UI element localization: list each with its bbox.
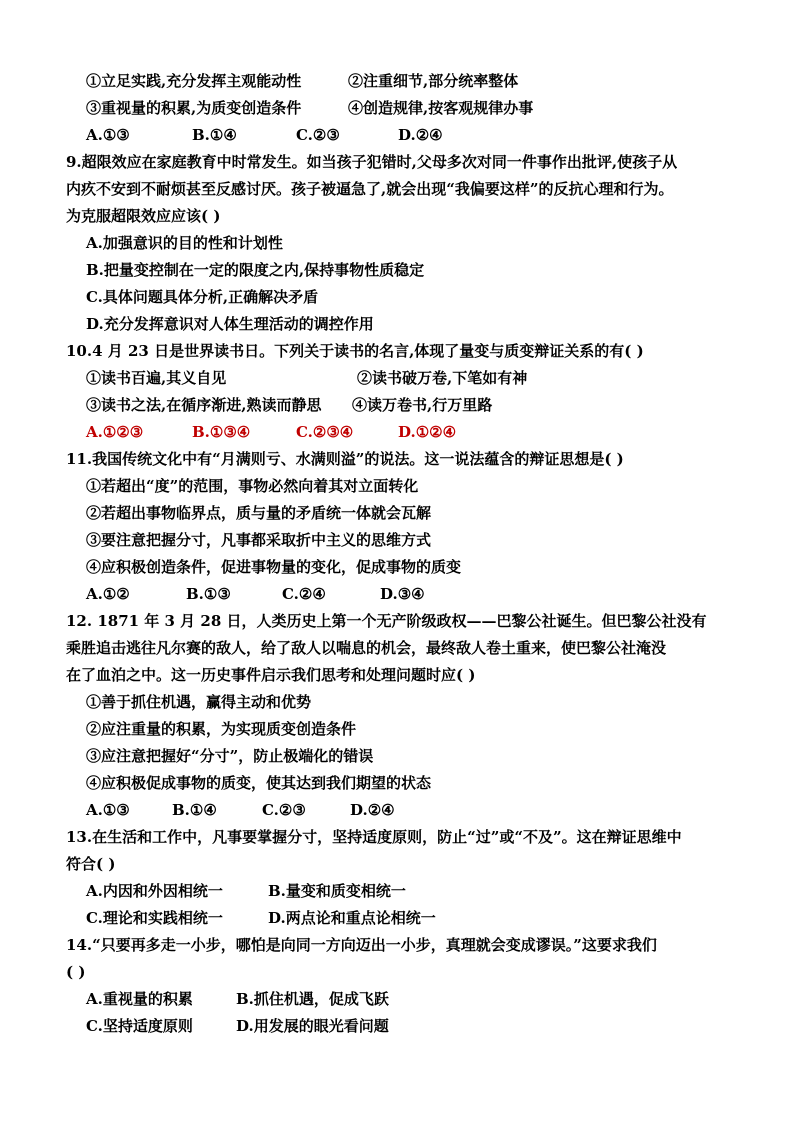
q9-option-c: C.具体问题具体分析,正确解决矛盾 (86, 288, 319, 306)
q10-statement-3: ③读书之法,在循序渐进,熟读而静思 (86, 396, 322, 414)
q9-stem-line-3: 为克服超限效应应该( ) (66, 207, 221, 225)
q11-stem: 11.我国传统文化中有“月满则亏、水满则溢”的说法。这一说法蕴含的辩证思想是( ) (66, 450, 624, 468)
q14-option-d: D.用发展的眼光看问题 (236, 1017, 389, 1035)
q11-statement-3: ③要注意把握分寸，凡事都采取折中主义的思维方式 (86, 531, 432, 549)
q10-statement-4: ④读万卷书,行万里路 (352, 396, 493, 414)
q13-option-c: C.理论和实践相统一 (86, 909, 223, 927)
q8-option-b: B.①④ (192, 126, 237, 144)
q13-option-a: A.内因和外因相统一 (86, 882, 223, 900)
q9-option-d: D.充分发挥意识对人体生理活动的调控作用 (86, 315, 374, 333)
q12-stem-line-1: 12. 1871 年 3 月 28 日，人类历史上第一个无产阶级政权——巴黎公社诞生。但巴黎公社没有 (66, 612, 707, 630)
q12-statement-1: ①善于抓住机遇，赢得主动和优势 (86, 693, 312, 711)
q12-statement-2: ②应注重量的积累，为实现质变创造条件 (86, 720, 357, 738)
q10-statement-2: ②读书破万卷,下笔如有神 (357, 369, 528, 387)
q13-stem-line-2: 符合( ) (66, 855, 116, 873)
q12-statement-3: ③应注意把握好“分寸”，防止极端化的错误 (86, 747, 374, 765)
q11-option-c: C.②④ (282, 585, 326, 603)
q12-stem-line-2: 乘胜追击逃往凡尔赛的敌人，给了敌人以喘息的机会，最终敌人卷土重来，使巴黎公社淹没 (66, 639, 667, 657)
q10-option-b: B.①③④ (192, 423, 251, 441)
q12-option-c: C.②③ (262, 801, 306, 819)
q10-option-a: A.①②③ (86, 423, 144, 441)
q13-stem-line-1: 13.在生活和工作中，凡事要掌握分寸，坚持适度原则，防止“过”或“不及”。这在辩证思维中 (66, 828, 682, 846)
q9-option-b: B.把量变控制在一定的限度之内,保持事物性质稳定 (86, 261, 425, 279)
q14-option-b: B.抓住机遇，促成飞跃 (236, 990, 389, 1008)
q11-statement-1: ①若超出“度”的范围，事物必然向着其对立面转化 (86, 477, 419, 495)
q11-option-d: D.③④ (380, 585, 425, 603)
q11-statement-2: ②若超出事物临界点，质与量的矛盾统一体就会瓦解 (86, 504, 432, 522)
q9-stem-line-2: 内疚不安到不耐烦甚至反感讨厌。孩子被逼急了,就会出现“我偏要这样”的反抗心理和行为。 (66, 180, 674, 198)
q14-option-c: C.坚持适度原则 (86, 1017, 193, 1035)
q8-statement-1: ①立足实践,充分发挥主观能动性 (86, 72, 302, 90)
q8-option-d: D.②④ (398, 126, 443, 144)
q8-option-a: A.①③ (86, 126, 130, 144)
q10-option-c: C.②③④ (296, 423, 354, 441)
q9-option-a: A.加强意识的目的性和计划性 (86, 234, 283, 252)
q12-option-a: A.①③ (86, 801, 130, 819)
q11-option-a: A.①② (86, 585, 130, 603)
q13-option-b: B.量变和质变相统一 (268, 882, 406, 900)
q14-stem-line-1: 14.“只要再多走一小步，哪怕是向同一方向迈出一小步，真理就会变成谬误。”这要求我们 (66, 936, 657, 954)
q10-option-d: D.①②④ (398, 423, 457, 441)
q12-option-b: B.①④ (172, 801, 217, 819)
q8-statement-4: ④创造规律,按客观规律办事 (348, 99, 534, 117)
q9-stem-line-1: 9.超限效应在家庭教育中时常发生。如当孩子犯错时,父母多次对同一件事作出批评,使孩子从 (66, 153, 678, 171)
q8-option-c: C.②③ (296, 126, 340, 144)
q12-stem-line-3: 在了血泊之中。这一历史事件启示我们思考和处理问题时应( ) (66, 666, 476, 684)
q10-statement-1: ①读书百遍,其义自见 (86, 369, 227, 387)
q10-stem: 10.4 月 23 日是世界读书日。下列关于读书的名言,体现了量变与质变辩证关系的有( ) (66, 342, 644, 360)
q13-option-d: D.两点论和重点论相统一 (268, 909, 436, 927)
q14-stem-line-2: ( ) (66, 963, 86, 981)
q11-option-b: B.①③ (186, 585, 231, 603)
q8-statement-2: ②注重细节,部分统率整体 (348, 72, 519, 90)
q14-option-a: A.重视量的积累 (86, 990, 193, 1008)
q12-option-d: D.②④ (350, 801, 395, 819)
q11-statement-4: ④应积极创造条件，促进事物量的变化，促成事物的质变 (86, 558, 462, 576)
q12-statement-4: ④应积极促成事物的质变，使其达到我们期望的状态 (86, 774, 432, 792)
q8-statement-3: ③重视量的积累,为质变创造条件 (86, 99, 302, 117)
